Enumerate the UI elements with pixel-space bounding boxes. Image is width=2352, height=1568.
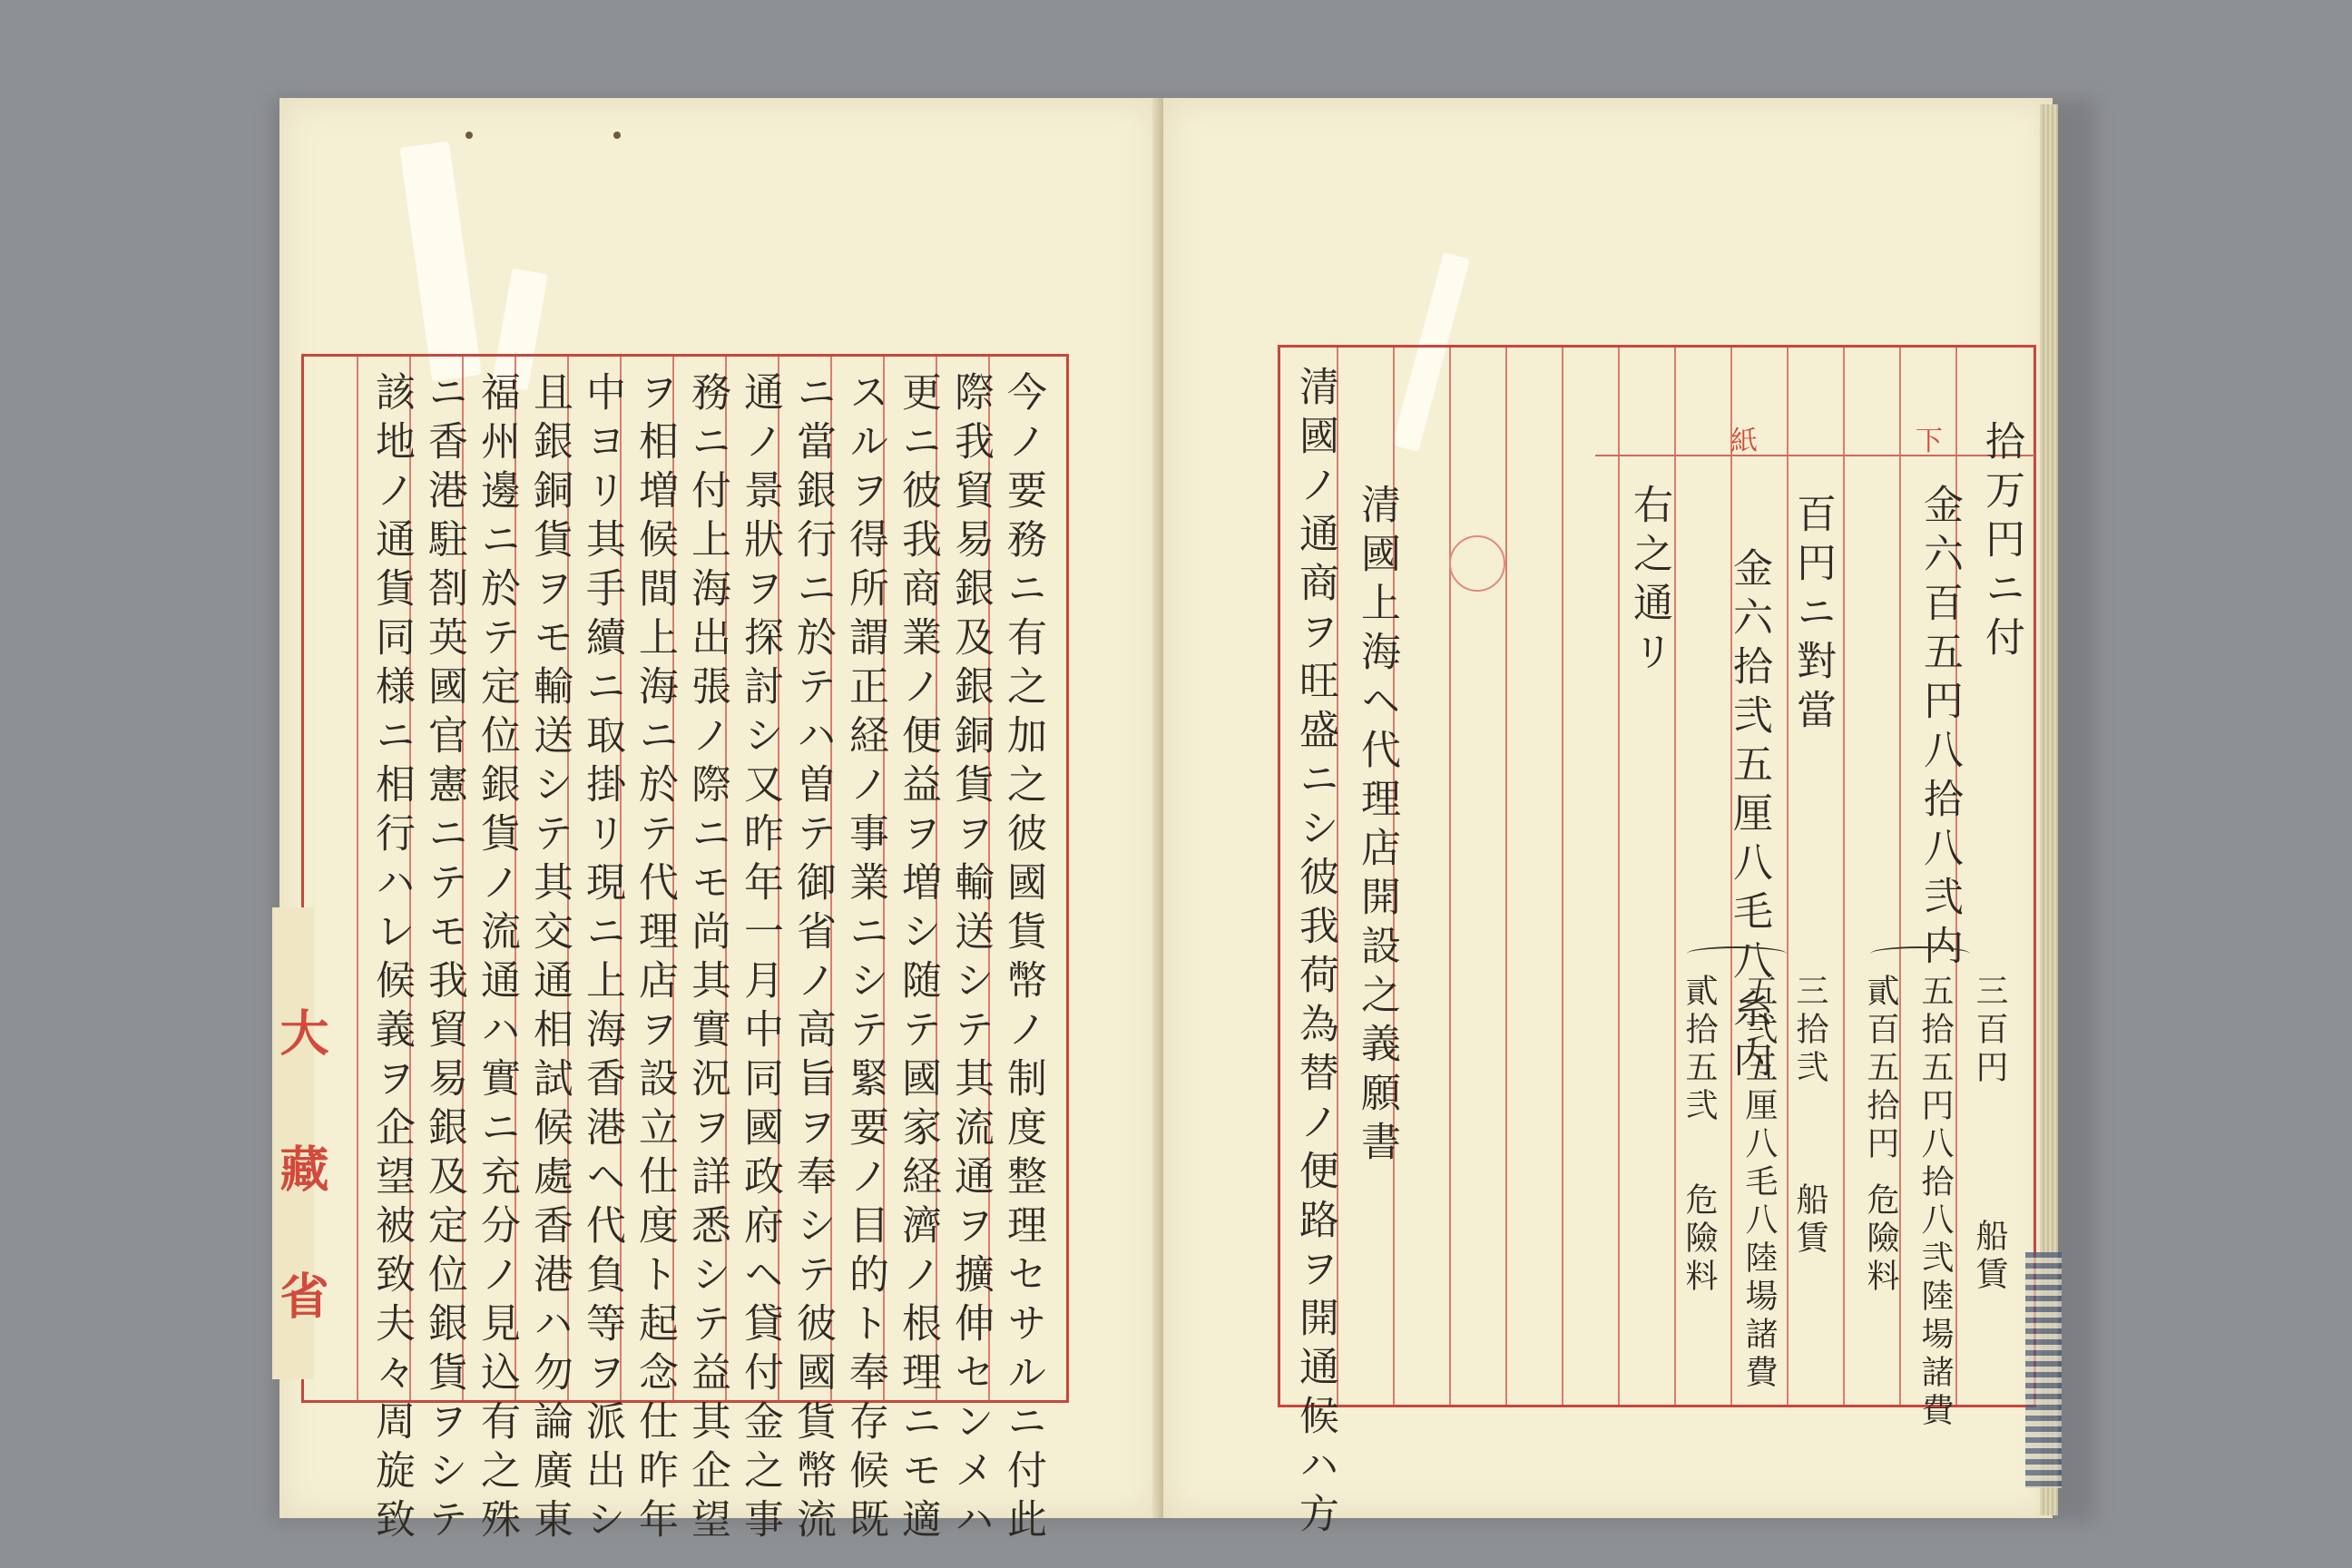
left-edge-strip xyxy=(272,907,330,1379)
binding-hole xyxy=(466,132,473,139)
text-column: 右之通リ xyxy=(1626,484,1672,680)
text-column: 清國ノ通商ヲ旺盛ニシ彼我荷為替ノ便路ヲ開通候ハ方 xyxy=(1292,366,1338,1542)
text-column: 船賃 xyxy=(1971,1219,2008,1295)
text-column: ニ香港駐剳英國官憲ニテモ我貿易銀及定位銀貨ヲシテ xyxy=(421,371,467,1547)
document-title: 清國上海ヘ代理店開設之義願書 xyxy=(1354,484,1400,1170)
text-column: 三拾弐 xyxy=(1791,974,1828,1088)
text-column: 更ニ彼我商業ノ便益ヲ増シ随テ國家経濟ノ根理ニモ適 xyxy=(895,371,941,1547)
text-column: 拾万円ニ付 xyxy=(1978,420,2024,665)
text-column: スルヲ得所謂正経ノ事業ニシテ緊要ノ目的ト奉存候既 xyxy=(842,371,888,1547)
right-text-frame xyxy=(1278,345,2036,1542)
text-column: 船賃 xyxy=(1791,1182,1828,1259)
text-column: 百円ニ對當 xyxy=(1789,493,1836,738)
header-mark: 紙 xyxy=(1730,426,1758,457)
seal-circle xyxy=(1449,535,1505,592)
text-column: 且銀銅貨ヲモ輸送シテ其交通相試候處香港ハ勿論廣東 xyxy=(526,371,573,1547)
text-column: 通ノ景狀ヲ探討シ又昨年一月中同國政府ヘ貸付金之事 xyxy=(737,371,783,1547)
left-text-frame xyxy=(301,354,1069,1547)
text-column: 務ニ付上海出張ノ際ニモ尚其實況ヲ詳悉シテ益其企望 xyxy=(684,371,730,1547)
text-column: 五拾五円八拾八弐陸場諸費 xyxy=(1916,974,1954,1431)
paper-tear xyxy=(399,141,482,381)
text-column: 貳拾五弐 xyxy=(1681,974,1718,1126)
text-column: 危險料 xyxy=(1681,1182,1718,1297)
text-column: 中ヨリ其手續ニ取掛リ現ニ上海香港ヘ代負等ヲ派出シ xyxy=(579,371,625,1547)
text-column: 貳百五拾円 xyxy=(1862,974,1899,1164)
text-column: 該地ノ通貨同様ニ相行ハレ候義ヲ企望被致夫々周旋致 xyxy=(368,371,415,1547)
edge-stamp-char: 省 xyxy=(272,1270,330,1319)
bracket-mark xyxy=(1870,946,1970,961)
text-column: 福州邊ニ於テ定位銀貨ノ流通ハ實ニ充分ノ見込有之殊 xyxy=(474,371,520,1547)
text-column: 金六百五円八拾八弐内 xyxy=(1916,484,1963,974)
edge-stamp-char: 大 xyxy=(272,1007,330,1056)
bracket-mark xyxy=(1687,946,1787,961)
text-column: 三百円 xyxy=(1971,974,2008,1088)
left-page xyxy=(279,98,1160,1547)
edge-stamp-char: 藏 xyxy=(272,1143,330,1192)
header-mark: 下 xyxy=(1916,426,1943,457)
text-column: 際我貿易銀及銀銅貨ヲ輸送シテ其流通ヲ擴伸センメハ xyxy=(947,371,994,1547)
binding-hole xyxy=(613,132,621,139)
text-column: ニ當銀行ニ於テハ曽テ御省ノ高旨ヲ奉シテ彼國貨幣流 xyxy=(789,371,836,1547)
text-column: ヲ相増候間上海ニ於テ代理店ヲ設立仕度ト起念仕昨年 xyxy=(632,371,678,1547)
text-column: 危險料 xyxy=(1862,1182,1899,1297)
text-column: 今ノ要務ニ有之加之彼國貨幣ノ制度整理セサルニ付此 xyxy=(1000,371,1046,1547)
text-column: 五弐五厘八毛八陸場諸費 xyxy=(1740,974,1778,1393)
text-column: 金六拾弐五厘八毛八糸内 xyxy=(1726,547,1772,1086)
header-rule xyxy=(1595,455,2034,456)
fore-edge-label xyxy=(2025,1252,2062,1488)
